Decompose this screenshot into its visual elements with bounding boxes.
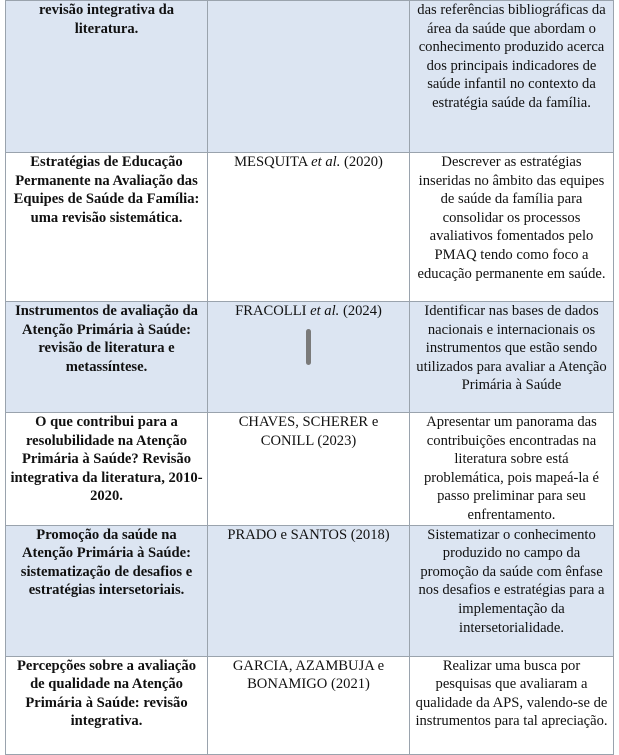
study-author <box>208 153 410 302</box>
author-name: FRACOLLI <box>235 303 311 319</box>
study-title: Percepções sobre a avaliação de qualidade na Atenção Primária à Saúde: revisão integrativa. <box>6 656 208 754</box>
study-objective: Descrever as estratégias inseridas no âmbito das equipes de saúde da família para consolidar os processos avaliativos fomentados pelo PMAQ tendo como foco a educação permanente em saúde. <box>410 153 614 302</box>
table-row <box>6 525 614 656</box>
study-title: Estratégias de Educação Permanente na Avaliação das Equipes de Saúde da Família: uma revisão sistemática. <box>6 153 208 302</box>
author-year: (2024) <box>339 303 382 319</box>
table-row <box>6 153 614 302</box>
study-objective: Realizar uma busca por pesquisas que avaliaram a qualidade da APS, valendo-se de instrumentos para tal apreciação. <box>410 656 614 754</box>
text-cursor-icon <box>306 329 311 365</box>
study-title: Instrumentos de avaliação da Atenção Primária à Saúde: revisão de literatura e metassíntese. <box>6 302 208 413</box>
study-author: PRADO e SANTOS (2018) <box>208 525 410 656</box>
study-author: CHAVES, SCHERER e CONILL (2023) <box>208 413 410 526</box>
study-objective: Apresentar um panorama das contribuições encontradas na literatura sobre está problemática, pois mapeá-la é passo preliminar para seu enfrentamento. <box>410 413 614 526</box>
study-objective: Identificar nas bases de dados nacionais e internacionais os instrumentos que estão sendo utilizados para avaliar a Atenção Primária à Saúde <box>410 302 614 413</box>
table-row <box>6 656 614 754</box>
study-title: Promoção da saúde na Atenção Primária à Saúde: sistematização de desafios e estratégias intersetoriais. <box>6 525 208 656</box>
study-author <box>208 302 410 413</box>
literature-review-table <box>5 0 614 755</box>
author-etal: et al. <box>311 154 341 170</box>
study-objective: das referências bibliográficas da área da saúde que abordam o conhecimento produzido acerca dos principais indicadores de saúde infantil no contexto da estratégia saúde da família. <box>410 1 614 153</box>
author-etal: et al. <box>310 303 340 319</box>
study-author <box>208 1 410 153</box>
study-author: GARCIA, AZAMBUJA e BONAMIGO (2021) <box>208 656 410 754</box>
table-row <box>6 1 614 153</box>
study-title: revisão integrativa da literatura. <box>6 1 208 153</box>
author-name: MESQUITA <box>234 154 312 170</box>
table-row <box>6 413 614 526</box>
table-row <box>6 302 614 413</box>
author-year: (2020) <box>340 154 383 170</box>
study-objective: Sistematizar o conhecimento produzido no campo da promoção da saúde com ênfase nos desafios e estratégias para a implementação da intersetorialidade. <box>410 525 614 656</box>
study-title: O que contribui para a resolubilidade na Atenção Primária à Saúde? Revisão integrativa da literatura, 2010-2020. <box>6 413 208 526</box>
